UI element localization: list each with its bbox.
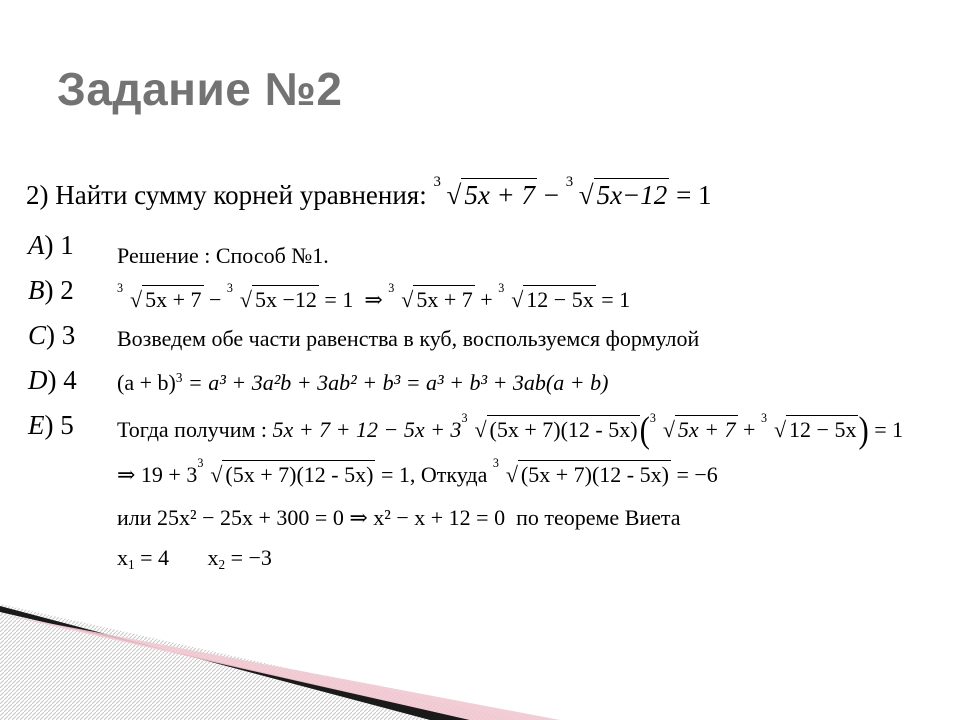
solution-line-1: 3 √ 5x + 7 − 3 √ 5x −12 = 1 ⇒ 3 √ 5x + 7 + 3 √ 12 − 5x = 1 [117,281,631,312]
answer-option-a: A) 1 [28,230,74,260]
answer-option-b: B) 2 [28,275,74,305]
task-statement: 2) Найти сумму корней уравнения: 3 √ 5x + 7 − 3 √ 5x−12 = 1 [26,174,712,210]
cube-root: 3 √ 5x + 7 [433,174,536,210]
solution-line-5: ⇒ 19 + 3 3 √ (5x + 7)(12 - 5x) = 1, Откуда 3 √ (5x + 7)(12 - 5x) = −6 [117,456,718,487]
solution-line-2: Возведем обе части равенства в куб, воспользуемся формулой [117,326,700,351]
solution-line-6: или 25x² − 25x + 300 = 0 ⇒ x² − x + 12 = 0 по теореме Виета [117,505,681,530]
solution-line-4: Тогда получим : 5x + 7 + 12 − 5x + 3 3 √ (5x + 7)(12 - 5x)( 3 √ 5x + 7 + 3 √ 12 − 5x) = 1 [117,409,904,451]
task-prefix: 2) Найти сумму корней уравнения: [26,180,427,210]
solution-roots: $x_1 = 4$ $x_2 = -3$ [117,545,272,572]
answer-option-c: C) 3 [28,320,76,350]
solution-line-3: $(a + b)^3 = a^3 + 3a^2b + 3ab^2 + b^3 = a^3 + b^3 + 3ab(a + b)$ [117,370,609,395]
answer-option-d: D) 4 [28,365,77,395]
slide-title: Задание №2 [57,63,343,115]
solution-heading: Решение : Способ №1. [117,243,329,268]
answer-option-e: E) 5 [28,410,74,440]
cube-root: 3 √ 5x−12 [565,174,668,210]
